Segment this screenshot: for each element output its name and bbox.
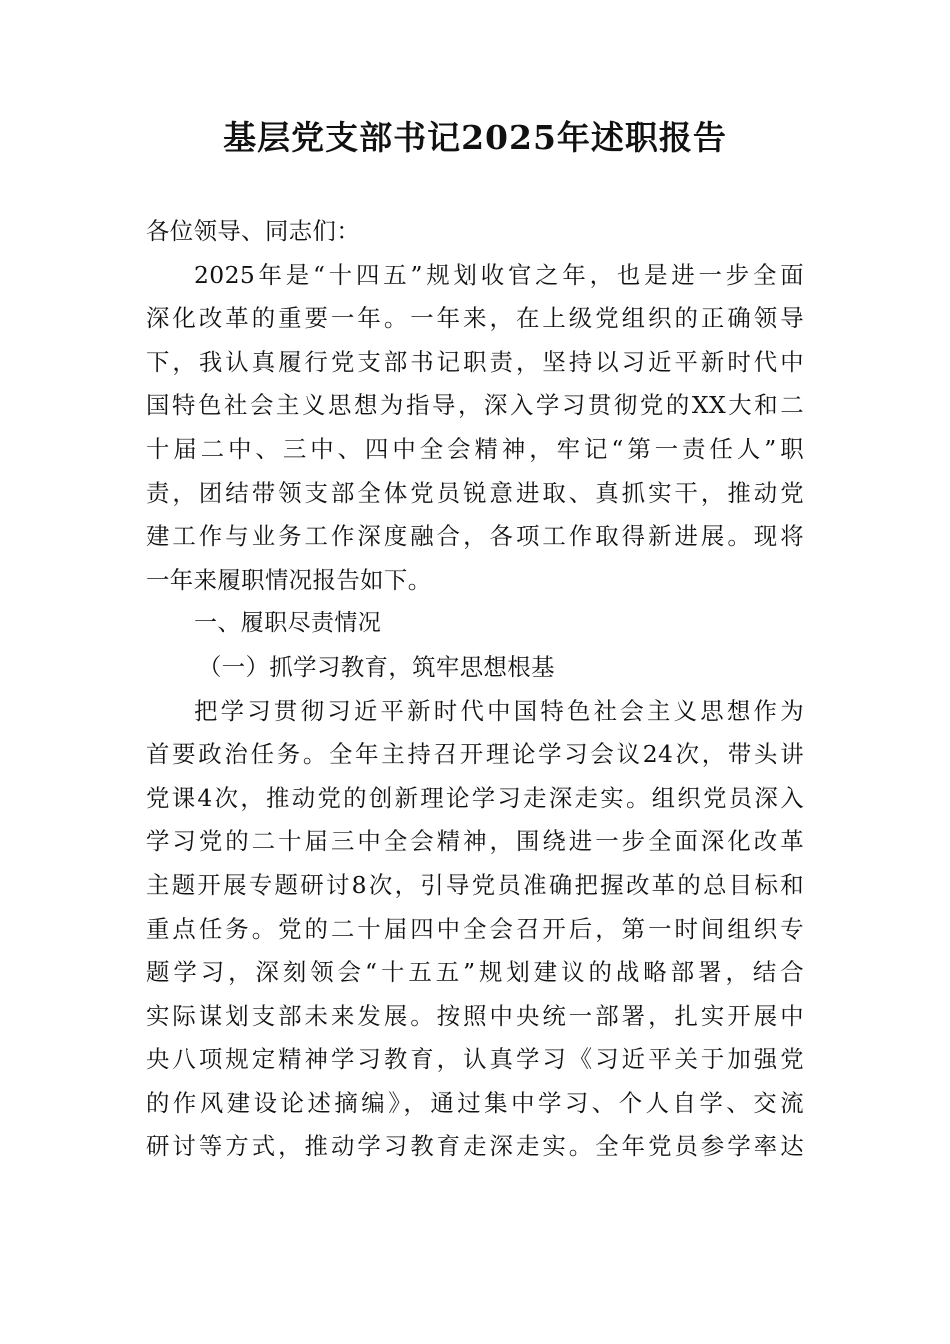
intro-line-8: 一年来履职情况报告如下。	[146, 565, 432, 594]
intro-line-5: 十届二中、三中、四中全会精神，牢记“第一责任人”职	[146, 434, 804, 463]
section-heading: 一、履职尽责情况	[194, 610, 382, 637]
section-line-7: 题学习，深刻领会“十五五”规划建议的战略部署，结合	[146, 958, 804, 987]
section-line-8: 实际谋划支部未来发展。按照中央统一部署，扎实开展中	[146, 1001, 804, 1030]
section-line-11: 研讨等方式，推动学习教育走深走实。全年党员参学率达	[146, 1132, 804, 1161]
section-line-9: 央八项规定精神学习教育，认真学习《习近平关于加强党	[146, 1045, 804, 1074]
subsection-heading: （一）抓学习教育，筑牢思想根基	[198, 652, 555, 681]
section-line-1: 把学习贯彻习近平新时代中国特色社会主义思想作为	[194, 696, 804, 725]
section-line-2: 首要政治任务。全年主持召开理论学习会议24次，带头讲	[146, 740, 804, 769]
section-line-10: 的作风建设论述摘编》，通过集中学习、个人自学、交流	[146, 1088, 804, 1117]
intro-line-4: 国特色社会主义思想为指导，深入学习贯彻党的XX大和二	[146, 391, 804, 420]
salutation: 各位领导、同志们：	[146, 217, 361, 245]
document-body	[146, 210, 804, 1169]
section-line-3: 党课4次，推动党的创新理论学习走深走实。组织党员深入	[146, 783, 804, 812]
intro-line-1: 2025年是“十四五”规划收官之年，也是进一步全面	[194, 260, 804, 289]
section-line-4: 学习党的二十届三中全会精神，围绕进一步全面深化改革	[146, 827, 804, 856]
section-line-5: 主题开展专题研讨8次，引导党员准确把握改革的总目标和	[146, 870, 804, 899]
intro-line-6: 责，团结带领支部全体党员锐意进取、真抓实干，推动党	[146, 478, 804, 507]
document-title: 基层党支部书记2025年述职报告	[223, 118, 727, 157]
intro-line-3: 下，我认真履行党支部书记职责，坚持以习近平新时代中	[146, 347, 804, 376]
intro-line-7: 建工作与业务工作深度融合，各项工作取得新进展。现将	[146, 522, 804, 551]
section-line-6: 重点任务。党的二十届四中全会召开后，第一时间组织专	[146, 914, 804, 943]
intro-line-2: 深化改革的重要一年。一年来，在上级党组织的正确领导	[146, 304, 804, 333]
